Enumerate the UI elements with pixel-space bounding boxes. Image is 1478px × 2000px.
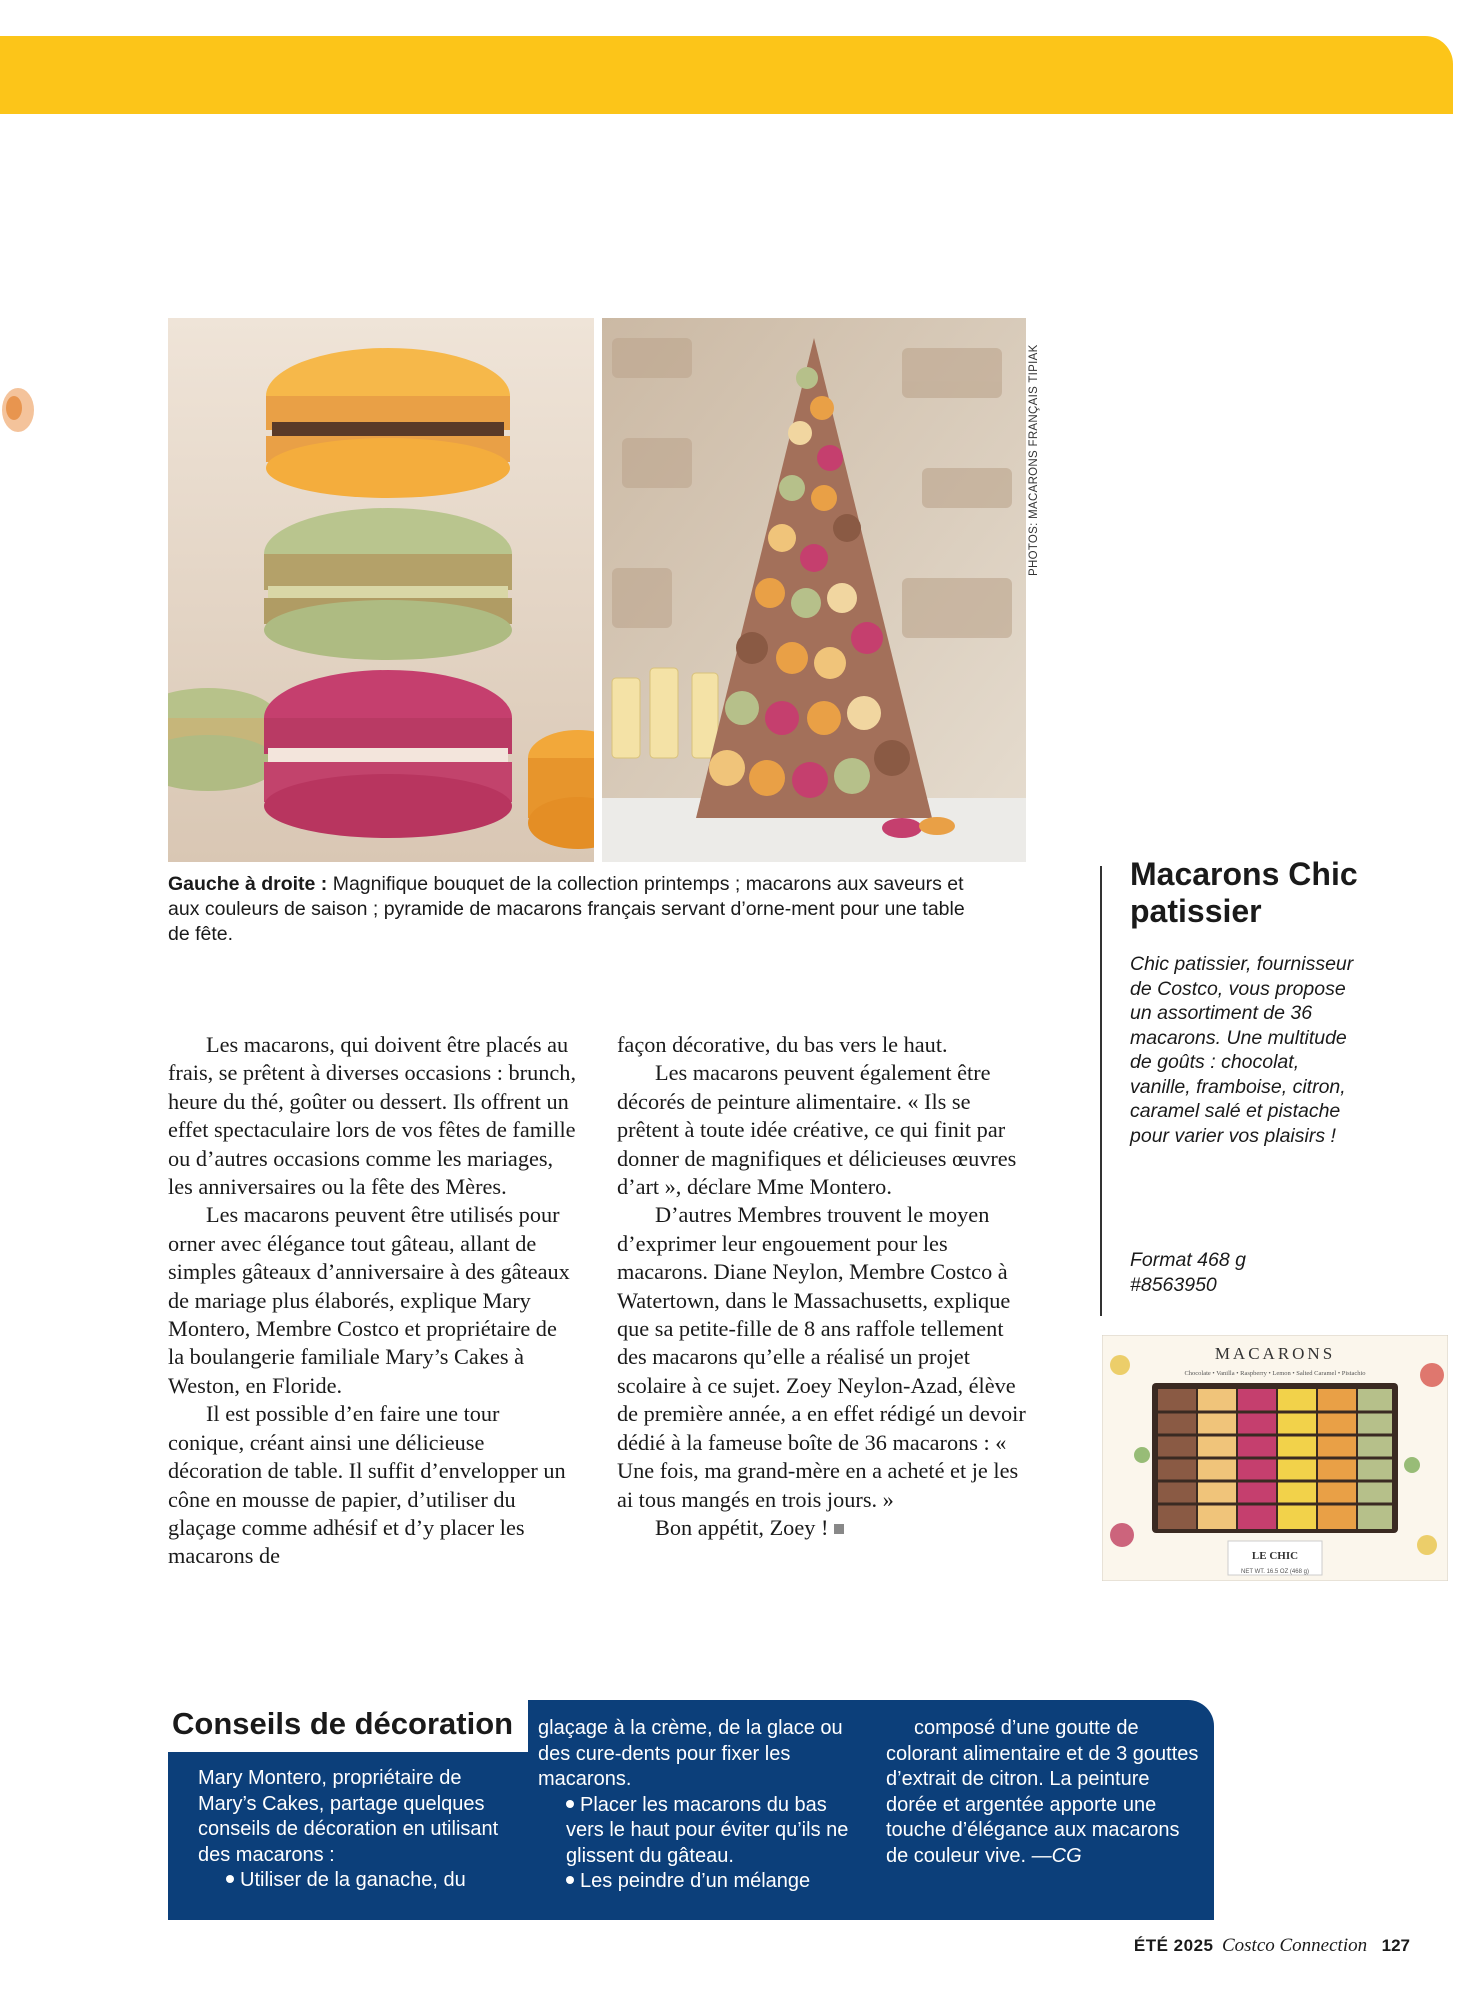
tips-column-3	[886, 1716, 1206, 1869]
photo-stacked-macarons	[168, 318, 594, 862]
box-flavors: Chocolate • Vanilla • Raspberry • Lemon • Salted Caramel • Pistachio	[1184, 1370, 1366, 1377]
box-brand: LE CHIC	[1251, 1550, 1299, 1562]
tips-bullet	[198, 1868, 518, 1894]
box-title: MACARONS	[1214, 1344, 1336, 1363]
tips-bullet	[538, 1793, 868, 1870]
macaron-pyramid-illustration	[602, 318, 1026, 862]
end-mark-icon	[834, 1524, 844, 1534]
tips-column-1	[198, 1766, 518, 1894]
page-footer	[1000, 1935, 1410, 1957]
sidebar-description: Chic patissier, fournisseur de Costco, vous propose un assortiment de 36 macarons. Une multitude de goûts : chocolat, vanille, framboise, citron, caramel salé et pistache pour varier vos plaisirs !	[1130, 953, 1354, 1147]
photo-macaron-pyramid	[602, 318, 1026, 862]
tips-bullet	[538, 1869, 868, 1895]
tips-continued	[886, 1716, 1206, 1869]
caption-text: Magnifique bouquet de la collection printemps ; macarons aux saveurs et aux couleurs de saison ; pyramide de macarons français servant d’orne-ment pour une table de fête.	[168, 873, 965, 945]
article-paragraph-continued: façon décorative, du bas vers le haut.	[617, 1032, 948, 1057]
article-column-1	[168, 1031, 578, 1571]
photo-caption	[168, 872, 968, 947]
article-paragraph: D’autres Membres trouvent le moyen d’exprimer leur engouement pour les macarons. Diane Neylon, Membre Costco à Watertown, dans le Massachusetts, explique que sa petite-fille de 8 ans raffole tellement des macarons qu’elle a réalisé un projet scolaire à ce sujet. Zoey Neylon-Azad, élève de première année, a en effet rédigé un devoir dédié à la fameuse boîte de 36 macarons : « Une fois, ma grand-mère en a acheté et je les ai tous mangés en trois jours. »	[617, 1202, 1026, 1512]
decorative-petal	[0, 340, 60, 460]
caption-lead: Gauche à droite :	[168, 873, 328, 895]
bullet-icon	[226, 1875, 234, 1883]
box-weight: NET WT. 16.5 OZ (468 g)	[1241, 1569, 1309, 1575]
closing-text: Bon appétit, Zoey !	[655, 1514, 829, 1540]
sidebar-title: Macarons Chic patissier	[1130, 856, 1358, 929]
product-format: Format 468 g	[1130, 1249, 1246, 1271]
photo-credit: PHOTOS: MACARONS FRANÇAIS TIPIAK	[1028, 344, 1040, 576]
tips-bullet-text: Placer les macarons du bas vers le haut pour éviter qu’ils ne glissent du gâteau.	[566, 1793, 849, 1867]
footer-season: ÉTÉ 2025	[1133, 1936, 1214, 1955]
sidebar-format	[1130, 1248, 1360, 1297]
article-paragraph: Les macarons peuvent également être décorés de peinture alimentaire. « Ils se prêtent à toute idée créative, ce qui finit par donner de magnifiques et délicieuses œuvres d’art », déclare Mme Montero.	[617, 1060, 1017, 1200]
item-number: #8563950	[1130, 1273, 1217, 1296]
footer-magazine: Costco Connection	[1221, 1935, 1368, 1956]
tips-intro: Mary Montero, propriétaire de Mary’s Cakes, partage quelques conseils de décoration en utilisant des macarons :	[198, 1767, 499, 1866]
author-initials: —CG	[1031, 1844, 1082, 1867]
article-column-2	[617, 1031, 1027, 1542]
bullet-icon	[566, 1876, 574, 1884]
tips-bullet-text: Les peindre d’un mélange	[580, 1870, 811, 1892]
stacked-macarons-illustration	[168, 318, 594, 862]
tips-continued: glaçage à la crème, de la glace ou des cure-dents pour fixer les macarons.	[538, 1717, 843, 1790]
product-image-macaron-box	[1102, 1335, 1448, 1581]
tips-title: Conseils de décoration	[172, 1706, 514, 1741]
article-paragraph: Les macarons, qui doivent être placés au frais, se prêtent à diverses occasions : brunch, heure du thé, goûter ou dessert. Ils offrent un effet spectaculaire lors de vos fêtes de famille ou d’autres occasions comme les mariages, les anniversaires ou la fête des Mères.	[168, 1032, 577, 1200]
tips-bullet-text: Utiliser de la ganache, du	[240, 1869, 466, 1891]
tips-continued-text: composé d’une goutte de colorant alimentaire et de 3 gouttes d’extrait de citron. La peinture dorée et argentée apporte une touche d’élégance aux macarons de couleur vive.	[886, 1717, 1199, 1867]
article-paragraph: Les macarons peuvent être utilisés pour orner avec élégance tout gâteau, allant de simples gâteaux d’anniversaire à des gâteaux de mariage plus élaborés, explique Mary Montero, Membre Costco et propriétaire de la boulangerie familiale Mary’s Cakes à Weston, en Floride.	[168, 1202, 570, 1398]
tips-column-2	[538, 1716, 868, 1895]
bullet-icon	[566, 1800, 574, 1808]
page-number: 127	[1381, 1936, 1410, 1955]
article-paragraph: Il est possible d’en faire une tour conique, créant ainsi une délicieuse décoration de table. Il suffit d’envelopper un cône en mousse de papier, d’utiliser du glaçage comme adhésif et d’y placer les macarons de	[168, 1401, 566, 1569]
macaron-box-illustration	[1102, 1335, 1448, 1581]
article-closing	[617, 1514, 1027, 1542]
sidebar-divider	[1100, 866, 1102, 1316]
header-band	[0, 36, 1453, 114]
